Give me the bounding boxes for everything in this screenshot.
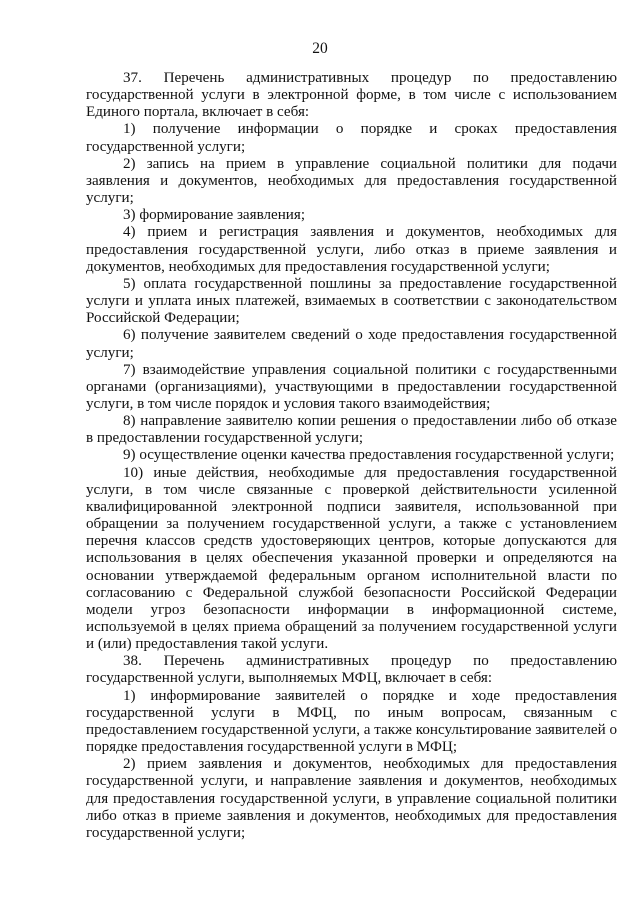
document-body <box>86 70 617 842</box>
list-item-37-3: 3) формирование заявления; <box>123 207 306 224</box>
list-item-37-1: 1) получение информации о порядке и сроках предоставления государственной услуги; <box>86 121 617 155</box>
paragraph-38-intro: 38. Перечень административных процедур по предоставлению государственной услуги, выполняемых МФЦ, включает в себя: <box>86 653 617 687</box>
paragraph-37-intro: 37. Перечень административных процедур по предоставлению государственной услуги в электронной форме, в том числе с использованием Единого портала, включает в себя: <box>86 70 617 121</box>
list-item-37-2: 2) запись на прием в управление социальной политики для подачи заявления и документов, необходимых для предоставления государственной услуги; <box>86 155 617 207</box>
page-number: 20 <box>312 40 328 57</box>
list-item-37-6: 6) получение заявителем сведений о ходе предоставления государственной услуги; <box>86 327 617 361</box>
list-item-38-1: 1) информирование заявителей о порядке и ходе предоставления государственной услуги в МФЦ, по иным вопросам, связанным с предоставлением государственной услуги, а также консультирование заявителей о порядке предоставления государственной услуги в МФЦ; <box>86 687 617 756</box>
list-item-38-2: 2) прием заявления и документов, необходимых для предоставления государственной услуги, и направление заявления и документов, необходимых для предоставления государственной услуги, в управление социальной политики либо отказ в приеме заявления и документов, необходимых для предоставления государственной услуги; <box>86 756 617 841</box>
list-item-37-9: 9) осуществление оценки качества предоставления государственной услуги; <box>123 447 615 464</box>
list-item-37-8: 8) направление заявителю копии решения о предоставлении либо об отказе в предоставлении государственной услуги; <box>86 413 617 447</box>
list-item-37-4: 4) прием и регистрация заявления и документов, необходимых для предоставления государственной услуги, либо отказ в приеме заявления и документов, необходимых для предоставления государственной услуги; <box>86 224 617 275</box>
list-item-37-10: 10) иные действия, необходимые для предоставления государственной услуги, в том числе связанные с проверкой действительности усиленной квалифицированной электронной подписи заявителя, использованной при обращении за получением государственной услуги, а также с установлением перечня классов средств удостоверяющих центров, которые допускаются для использования в целях обеспечения указанной проверки и определяются на основании утверждаемой федеральным органом исполнительной власти по согласованию с Федеральной службой безопасности Российской Федерации модели угроз безопасности информации в информационной системе, используемой в целях приема обращений за получением государственной услуги и (или) предоставления такой услуги. <box>86 464 617 653</box>
list-item-37-7: 7) взаимодействие управления социальной политики с государственными органами (организациями), участвующими в предоставлении государственной услуги, в том числе порядок и условия такого взаимодействия; <box>86 361 617 412</box>
list-item-37-5: 5) оплата государственной пошлины за предоставление государственной услуги и уплата иных платежей, взимаемых в соответствии с законодательством Российской Федерации; <box>86 275 617 327</box>
